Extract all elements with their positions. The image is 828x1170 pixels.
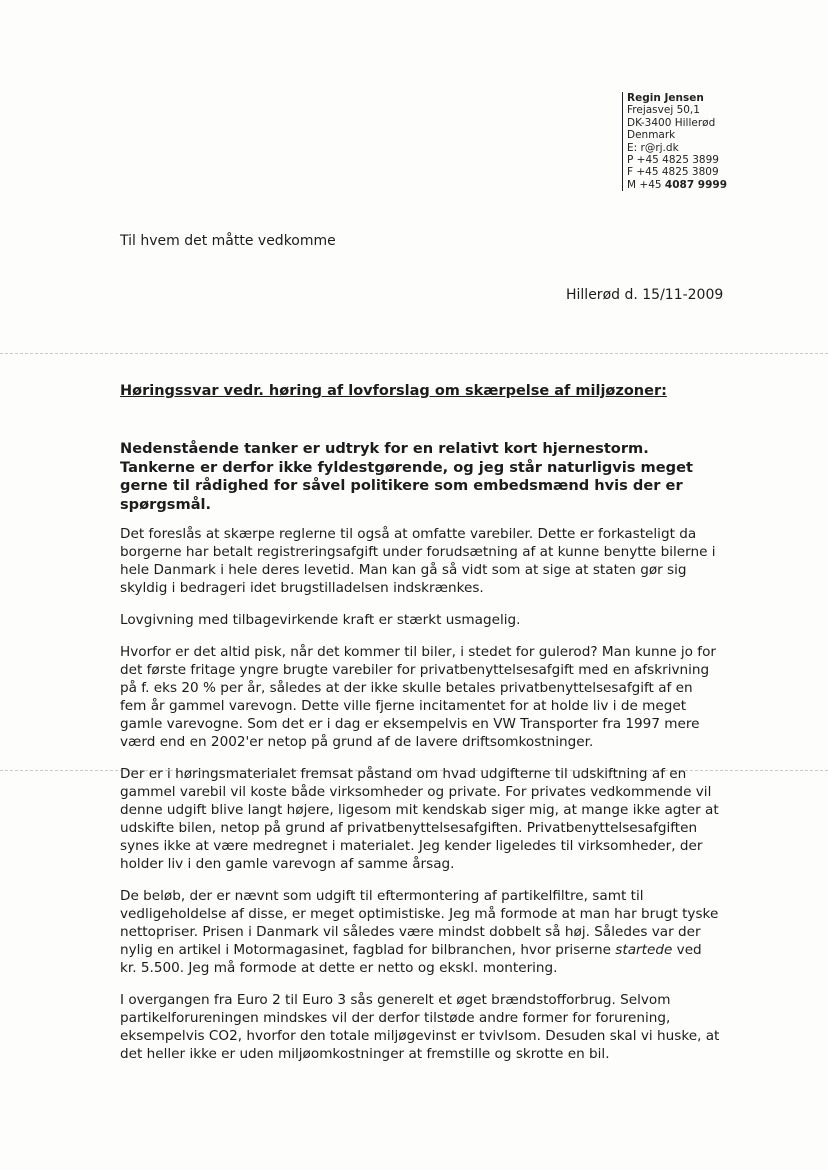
paragraph-udgifter: Der er i høringsmaterialet fremsat påstand om hvad udgifterne til udskiftning af en gammel varebil vil koste både virksomheder og private. For privates vedkommende vil denne udgift blive langt højere, ligesom mit kendskab siger mig, at mange ikke agter at udskifte bilen, netop på grund af privatbenyttelsesafgiften. Privatbenyttelsesafgiften synes ikke at være medregnet i materialet. Jeg kender ligeledes til virksomheder, der holder liv i den gamle varevogn af samme årsag. (120, 766, 719, 873)
sender-mobile (627, 179, 727, 191)
paragraph-euro-norm: I overgangen fra Euro 2 til Euro 3 sås generelt et øget brændstofforbrug. Selvom partikelforureningen mindskes vil der derfor tilstøde andre former for forurening, eksempelvis CO2, hvorfor den totale miljøgevinst er tvivlsom. Desuden skal vi huske, at det heller ikke er uden miljøomkostninger at fremstille og skrotte en bil. (120, 992, 720, 1063)
paragraph-gulerod: Hvorfor er det altid pisk, når det kommer til biler, i stedet for gulerod? Man kunne jo for det første fritage yngre brugte varebiler for privatbenyttelsesafgift med en afskrivning på f. eks 20 % per år, således at der ikke skulle betales privatbenyttelsesafgift af en fem år gammel varevogn. Dette ville fjerne incitamentet for at holde liv i de meget gamle varevogne. Som det er i dag er eksempelvis en VW Transporter fra 1997 mere værd end en 2002'er netop på grund af de lavere driftsomkostninger. (120, 644, 716, 751)
emphasized-word: startede (615, 942, 673, 959)
sender-street: Frejasvej 50,1 (627, 104, 700, 117)
paragraph-varebiler: Det foreslås at skærpe reglerne til også at omfatte varebiler. Dette er forkasteligt da borgerne har betalt registreringsafgift under forudsætning af at kunne benytte bilerne i hele Danmark i hele deres levetid. Man kan gå så vidt som at sige at staten gør sig skyldig i bedrageri idet brugstilladelsen indskrænkes. (120, 526, 716, 597)
sender-phone: P +45 4825 3899 (627, 154, 719, 167)
greeting: Til hvem det måtte vedkomme (120, 233, 336, 249)
letter-title: Høringssvar vedr. høring af lovforslag om skærpelse af miljøzoner: (120, 383, 667, 399)
scan-line (0, 353, 828, 354)
mobile-number: 4087 9999 (664, 178, 728, 191)
sender-postal: DK-3400 Hillerød (627, 116, 716, 129)
mobile-prefix: M +45 (627, 178, 665, 191)
sender-fax: F +45 4825 3809 (627, 166, 719, 179)
paragraph-partikelfiltre (120, 887, 720, 977)
paragraph-text: De beløb, der er nævnt som udgift til eftermontering af partikelfiltre, samt til vedligeholdelse af disse, er meget optimistiske. Jeg må formode at man har brugt tyske nettopriser. Prisen i Danmark vil således være mindst dobbelt så høj. Således var der nylig en artikel i Motormagasinet, fagblad for bilbranchen, hvor priserne (120, 888, 719, 959)
sender-address (622, 92, 727, 191)
paragraph-lovgivning: Lovgivning med tilbagevirkende kraft er stærkt usmagelig. (120, 612, 521, 629)
sender-country: Denmark (627, 129, 676, 142)
letter-body (120, 440, 720, 1077)
sender-email: E: r@rj.dk (627, 141, 679, 154)
paragraph-text: ved kr. 5.500. Jeg må formode at dette er netto og ekskl. montering. (120, 942, 702, 977)
letter-date: Hillerød d. 15/11-2009 (566, 287, 724, 303)
intro-paragraph: Nedenstående tanker er udtryk for en relativt kort hjernestorm. Tankerne er derfor ikke fyldestgørende, og jeg står naturligvis meget gerne til rådighed for såvel politikere som embedsmænd hvis der er spørgsmål. (120, 440, 693, 513)
sender-name: Regin Jensen (627, 92, 704, 104)
